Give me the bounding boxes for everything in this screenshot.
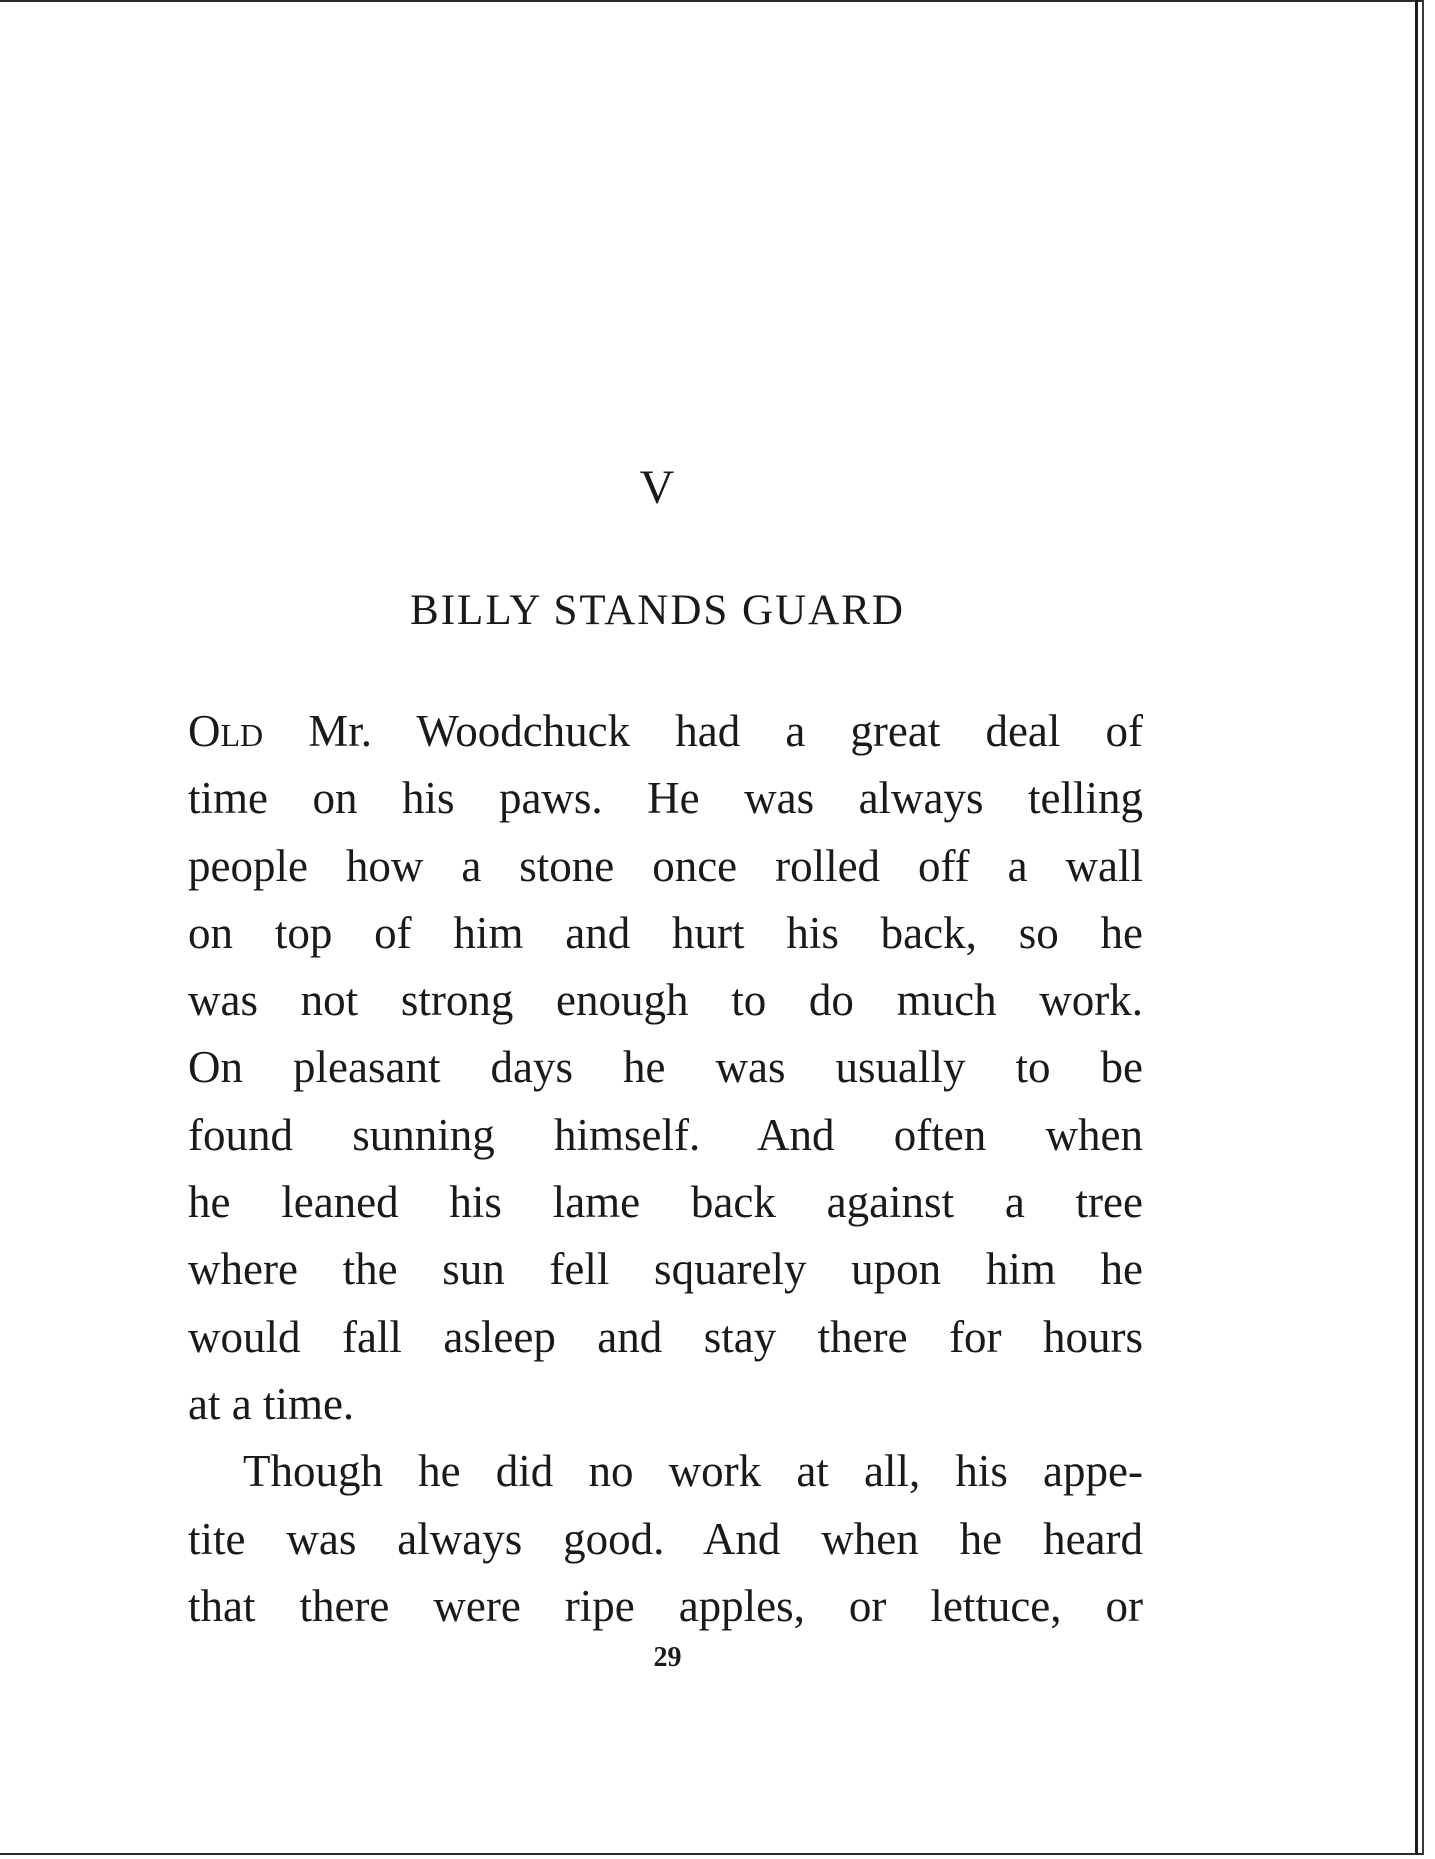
text-line: time on his paws. He was always telling: [188, 773, 1143, 824]
text-line: that there were ripe apples, or lettuce, or: [188, 1580, 1143, 1631]
page-number: 29: [653, 1642, 682, 1673]
page-right-edge: [1415, 0, 1418, 1855]
text-line: he leaned his lame back against a tree: [188, 1177, 1143, 1228]
text-line: people how a stone once rolled off a wall: [188, 840, 1143, 891]
chapter-number: V: [639, 461, 676, 514]
chapter-title: BILLY STANDS GUARD: [410, 587, 905, 634]
text-line: tite was always good. And when he heard: [188, 1513, 1143, 1564]
text-line: where the sun fell squarely upon him he: [188, 1244, 1143, 1295]
page-bottom-edge: [0, 1853, 1423, 1855]
text-line: would fall asleep and stay there for hours: [188, 1311, 1143, 1362]
text-line: Though he did no work at all, his appe-: [243, 1446, 1143, 1497]
text-line: found sunning himself. And often when: [188, 1109, 1143, 1160]
body-text: [188, 698, 1143, 1640]
text-line: On pleasant days he was usually to be: [188, 1042, 1143, 1093]
text-line: Old Mr. Woodchuck had a great deal of: [188, 706, 1143, 756]
page-top-edge: [0, 0, 1423, 2]
text-line: was not strong enough to do much work.: [188, 975, 1143, 1026]
page-right-edge-outer: [1422, 0, 1424, 1855]
drop-word: Old: [188, 706, 264, 756]
text-line: at a time.: [188, 1378, 355, 1429]
text-line: on top of him and hurt his back, so he: [188, 907, 1143, 958]
